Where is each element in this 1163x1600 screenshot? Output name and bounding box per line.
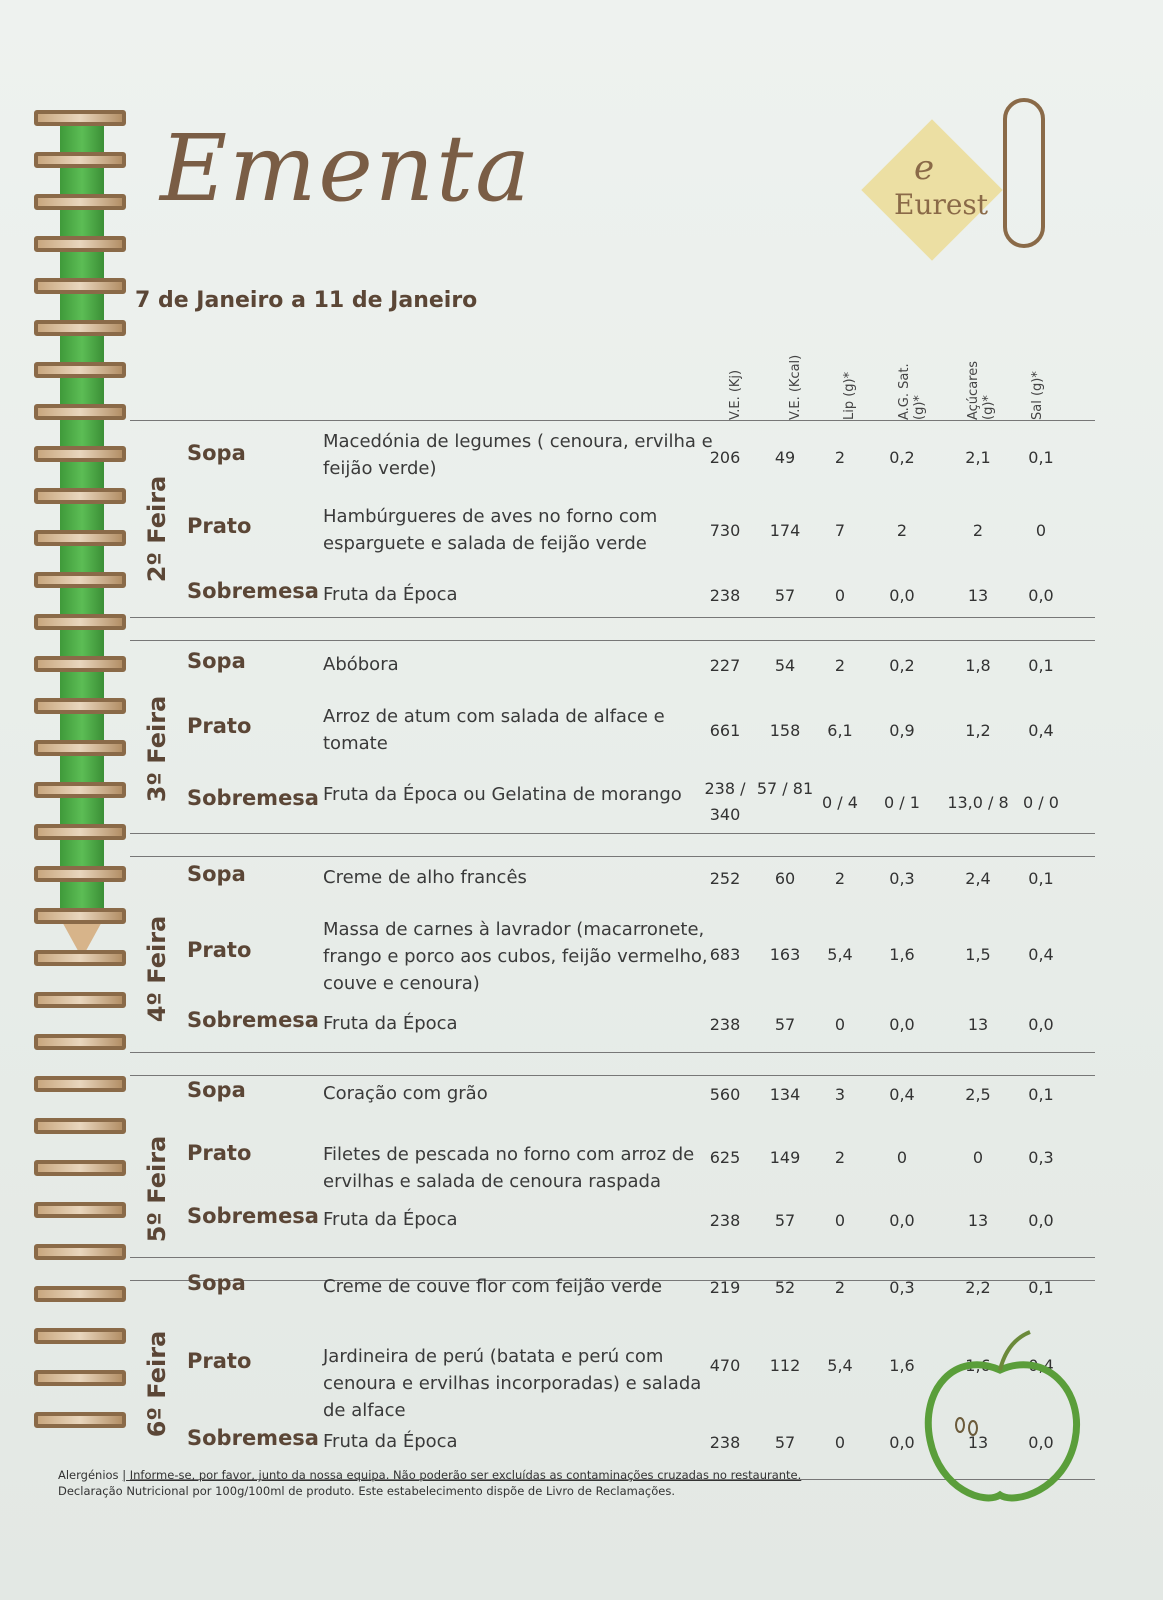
nutrition-value: 2,2 bbox=[965, 1278, 991, 1297]
nutrition-value: 0,1 bbox=[1028, 656, 1054, 675]
nutrition-value: 13 bbox=[967, 1211, 989, 1230]
nutrition-value: 470 bbox=[709, 1356, 741, 1375]
nutrition-value: 0,2 bbox=[889, 448, 915, 467]
nutrition-value: 57 bbox=[774, 1211, 796, 1230]
nutrition-value: 2 bbox=[896, 521, 908, 540]
spiral-ring bbox=[34, 908, 126, 924]
nutrition-value: 238 / 340 bbox=[704, 779, 746, 824]
spiral-ring bbox=[34, 740, 126, 756]
nutrition-value: 2,1 bbox=[965, 448, 991, 467]
row-divider bbox=[130, 1052, 1095, 1053]
nutrition-value: 7 bbox=[834, 521, 846, 540]
day-label: 5º Feira bbox=[143, 1135, 171, 1243]
nutrition-value: 13 bbox=[967, 586, 989, 605]
category-label: Sopa bbox=[187, 441, 246, 465]
dish-description: Massa de carnes à lavrador (macarronete, frango e porco aos cubos, feijão vermelho, couve e cenoura) bbox=[323, 919, 708, 994]
nutrition-value: 0 / 1 bbox=[884, 793, 920, 812]
row-divider bbox=[130, 1257, 1095, 1258]
nutrition-value: 238 bbox=[709, 1015, 741, 1034]
nutrition-value: 0,4 bbox=[1028, 945, 1054, 964]
category-label: Sobremesa bbox=[187, 579, 319, 603]
day-label: 3º Feira bbox=[143, 695, 171, 803]
category-label: Prato bbox=[187, 938, 252, 962]
spiral-ring bbox=[34, 1160, 126, 1176]
spiral-ring bbox=[34, 1412, 126, 1428]
column-header bbox=[788, 340, 822, 420]
spiral-ring bbox=[34, 824, 126, 840]
nutrition-value: 0,1 bbox=[1028, 448, 1054, 467]
nutrition-value: 0 bbox=[834, 1015, 846, 1034]
footer bbox=[58, 1467, 801, 1499]
dish-description: Coração com grão bbox=[323, 1083, 488, 1104]
spiral-ring bbox=[34, 530, 126, 546]
nutrition-value: 683 bbox=[709, 945, 741, 964]
nutrition-value: 0,0 bbox=[1028, 1211, 1054, 1230]
category-label: Sobremesa bbox=[187, 786, 319, 810]
day-label: 4º Feira bbox=[143, 915, 171, 1023]
nutrition-value: 0,1 bbox=[1028, 1085, 1054, 1104]
nutrition-value: 0,0 bbox=[1028, 1015, 1054, 1034]
nutrition-value: 0,3 bbox=[889, 1278, 915, 1297]
dish-description: Fruta da Época ou Gelatina de morango bbox=[323, 784, 682, 805]
dish-description: Fruta da Época bbox=[323, 584, 458, 605]
spiral-ring bbox=[34, 698, 126, 714]
spiral-ring bbox=[34, 1244, 126, 1260]
nutrition-value: 730 bbox=[709, 521, 741, 540]
nutrition-value: 60 bbox=[774, 869, 796, 888]
nutrition-value: 560 bbox=[709, 1085, 741, 1104]
spiral-ring bbox=[34, 110, 126, 126]
spiral-ring bbox=[34, 1328, 126, 1344]
spiral-ring bbox=[34, 488, 126, 504]
dish-description: Hambúrgueres de aves no forno com esparguete e salada de feijão verde bbox=[323, 506, 658, 554]
dish-description: Arroz de atum com salada de alface e tomate bbox=[323, 706, 665, 754]
nutrition-value: 238 bbox=[709, 586, 741, 605]
nutrition-value: 1,6 bbox=[889, 1356, 915, 1375]
nutrition-value: 252 bbox=[709, 869, 741, 888]
spiral-ring bbox=[34, 1034, 126, 1050]
day-label: 6º Feira bbox=[143, 1330, 171, 1438]
nutrition-value: 0,4 bbox=[1028, 1356, 1054, 1375]
nutrition-value: 219 bbox=[709, 1278, 741, 1297]
spiral-ring bbox=[34, 614, 126, 630]
nutrition-value: 227 bbox=[709, 656, 741, 675]
column-header-label: V.E. (Kj) bbox=[728, 369, 743, 420]
column-header-label: A.G. Sat. (g)* bbox=[897, 363, 927, 420]
dish-description: Creme de alho francês bbox=[323, 867, 527, 888]
spiral-ring bbox=[34, 446, 126, 462]
spiral-ring bbox=[34, 572, 126, 588]
spiral-ring bbox=[34, 236, 126, 252]
nutrition-value: 3 bbox=[834, 1085, 846, 1104]
row-divider bbox=[130, 617, 1095, 618]
nutrition-value: 0,0 bbox=[889, 1015, 915, 1034]
date-range: 7 de Janeiro a 11 de Janeiro bbox=[135, 288, 478, 313]
nutrition-value: 112 bbox=[769, 1356, 801, 1375]
nutrition-value: 0,1 bbox=[1028, 869, 1054, 888]
allergens-note: | Informe-se, por favor, junto da nossa equipa. Não poderão ser excluídas as contaminações cruzadas no restaurante. bbox=[122, 1468, 802, 1482]
category-label: Sobremesa bbox=[187, 1426, 319, 1450]
column-header-label: Açúcares (g)* bbox=[966, 361, 996, 420]
nutrition-value: 2 bbox=[834, 656, 846, 675]
column-header-label: V.E. (Kcal) bbox=[788, 354, 803, 420]
nutrition-value: 238 bbox=[709, 1433, 741, 1452]
eurest-logo bbox=[862, 120, 1002, 260]
nutrition-value: 0,2 bbox=[889, 656, 915, 675]
nutrition-value: 1,8 bbox=[965, 656, 991, 675]
nutrition-value: 0,0 bbox=[889, 1433, 915, 1452]
nutrition-value: 0 bbox=[972, 1148, 984, 1167]
spiral-ring bbox=[34, 1370, 126, 1386]
spiral-ring bbox=[34, 152, 126, 168]
nutrition-value: 1,6 bbox=[965, 1356, 991, 1375]
nutrition-value: 0 bbox=[834, 586, 846, 605]
nutrition-value: 0,0 bbox=[889, 586, 915, 605]
nutrition-value: 625 bbox=[709, 1148, 741, 1167]
nutrition-declaration: Declaração Nutricional por 100g/100ml de produto. Este estabelecimento dispõe de Livro de Reclamações. bbox=[58, 1484, 676, 1498]
category-label: Prato bbox=[187, 514, 252, 538]
dish-description: Macedónia de legumes ( cenoura, ervilha e feijão verde) bbox=[323, 431, 713, 479]
nutrition-value: 57 bbox=[774, 1015, 796, 1034]
row-divider bbox=[130, 833, 1095, 834]
category-label: Sobremesa bbox=[187, 1008, 319, 1032]
nutrition-value: 6,1 bbox=[827, 721, 853, 740]
page-title: Ementa bbox=[160, 115, 532, 222]
spiral-binding bbox=[34, 100, 134, 1460]
dish-description: Fruta da Época bbox=[323, 1013, 458, 1034]
spiral-ring bbox=[34, 320, 126, 336]
nutrition-value: 54 bbox=[774, 656, 796, 675]
nutrition-value: 158 bbox=[769, 721, 801, 740]
spiral-ring bbox=[34, 194, 126, 210]
dish-description: Jardineira de perú (batata e perú com cenoura e ervilhas incorporadas) e salada de alface bbox=[323, 1346, 702, 1421]
column-header bbox=[966, 340, 1000, 420]
spiral-ring bbox=[34, 1118, 126, 1134]
dish-description: Filetes de pescada no forno com arroz de ervilhas e salada de cenoura raspada bbox=[323, 1144, 695, 1192]
category-label: Prato bbox=[187, 1349, 252, 1373]
nutrition-value: 163 bbox=[769, 945, 801, 964]
spiral-ring bbox=[34, 656, 126, 672]
nutrition-value: 1,5 bbox=[965, 945, 991, 964]
nutrition-value: 0,3 bbox=[1028, 1148, 1054, 1167]
apple-icon bbox=[915, 1330, 1085, 1510]
spiral-ring bbox=[34, 362, 126, 378]
nutrition-value: 0,0 bbox=[889, 1211, 915, 1230]
nutrition-value: 52 bbox=[774, 1278, 796, 1297]
nutrition-value: 0 bbox=[834, 1211, 846, 1230]
nutrition-value: 0,1 bbox=[1028, 1278, 1054, 1297]
nutrition-value: 49 bbox=[774, 448, 796, 467]
nutrition-value: 13 bbox=[967, 1015, 989, 1034]
nutrition-value: 238 bbox=[709, 1211, 741, 1230]
nutrition-value: 1,6 bbox=[889, 945, 915, 964]
dish-description: Abóbora bbox=[323, 654, 399, 675]
nutrition-value: 1,2 bbox=[965, 721, 991, 740]
nutrition-value: 2 bbox=[834, 1148, 846, 1167]
nutrition-value: 0,9 bbox=[889, 721, 915, 740]
column-header bbox=[1030, 340, 1064, 420]
spiral-ring bbox=[34, 1286, 126, 1302]
nutrition-value: 2,4 bbox=[965, 869, 991, 888]
nutrition-value: 0 bbox=[834, 1433, 846, 1452]
category-label: Sopa bbox=[187, 649, 246, 673]
nutrition-value: 134 bbox=[769, 1085, 801, 1104]
category-label: Sobremesa bbox=[187, 1204, 319, 1228]
logo-swirl-icon: ℯ bbox=[914, 148, 935, 188]
spiral-ring bbox=[34, 278, 126, 294]
column-header-label: Sal (g)* bbox=[1030, 371, 1045, 420]
nutrition-value: 13 bbox=[967, 1433, 989, 1452]
spiral-ring bbox=[34, 950, 126, 966]
category-label: Sopa bbox=[187, 1271, 246, 1295]
paperclip-icon bbox=[1003, 98, 1045, 248]
nutrition-value: 206 bbox=[709, 448, 741, 467]
row-divider bbox=[130, 856, 1095, 857]
nutrition-value: 5,4 bbox=[827, 945, 853, 964]
row-divider bbox=[130, 420, 1095, 421]
nutrition-value: 0,0 bbox=[1028, 1433, 1054, 1452]
nutrition-value: 149 bbox=[769, 1148, 801, 1167]
nutrition-value: 5,4 bbox=[827, 1356, 853, 1375]
allergens-label: Alergénios bbox=[58, 1468, 119, 1482]
dish-description: Creme de couve flor com feijão verde bbox=[323, 1276, 663, 1297]
nutrition-value: 661 bbox=[709, 721, 741, 740]
dish-description: Fruta da Época bbox=[323, 1431, 458, 1452]
category-label: Sopa bbox=[187, 862, 246, 886]
row-divider bbox=[130, 1075, 1095, 1076]
nutrition-value: 0 bbox=[1035, 521, 1047, 540]
spiral-ring bbox=[34, 404, 126, 420]
spiral-ring bbox=[34, 866, 126, 882]
column-header bbox=[842, 340, 876, 420]
nutrition-value: 57 / 81 bbox=[756, 779, 814, 798]
nutrition-value: 2 bbox=[834, 1278, 846, 1297]
nutrition-value: 0,0 bbox=[1028, 586, 1054, 605]
spiral-ring bbox=[34, 1076, 126, 1092]
nutrition-value: 57 bbox=[774, 1433, 796, 1452]
spiral-ring bbox=[34, 992, 126, 1008]
row-divider bbox=[130, 640, 1095, 641]
category-label: Prato bbox=[187, 714, 252, 738]
column-header-label: Lip (g)* bbox=[842, 371, 857, 420]
category-label: Prato bbox=[187, 1141, 252, 1165]
nutrition-value: 0 / 4 bbox=[822, 793, 858, 812]
category-label: Sopa bbox=[187, 1078, 246, 1102]
nutrition-value: 174 bbox=[769, 521, 801, 540]
nutrition-value: 0,3 bbox=[889, 869, 915, 888]
nutrition-value: 0,4 bbox=[1028, 721, 1054, 740]
spiral-ring bbox=[34, 782, 126, 798]
nutrition-value: 57 bbox=[774, 586, 796, 605]
nutrition-value: 0 / 0 bbox=[1023, 793, 1059, 812]
nutrition-value: 2 bbox=[834, 869, 846, 888]
logo-text: Eurest bbox=[894, 188, 989, 221]
nutrition-value: 2,5 bbox=[965, 1085, 991, 1104]
nutrition-value: 0,4 bbox=[889, 1085, 915, 1104]
day-label: 2º Feira bbox=[143, 475, 171, 583]
column-header bbox=[897, 340, 931, 420]
column-header bbox=[728, 340, 762, 420]
nutrition-value: 2 bbox=[834, 448, 846, 467]
nutrition-value: 2 bbox=[972, 521, 984, 540]
dish-description: Fruta da Época bbox=[323, 1209, 458, 1230]
spiral-ring bbox=[34, 1202, 126, 1218]
nutrition-value: 0 bbox=[896, 1148, 908, 1167]
nutrition-value: 13,0 / 8 bbox=[947, 793, 1009, 812]
